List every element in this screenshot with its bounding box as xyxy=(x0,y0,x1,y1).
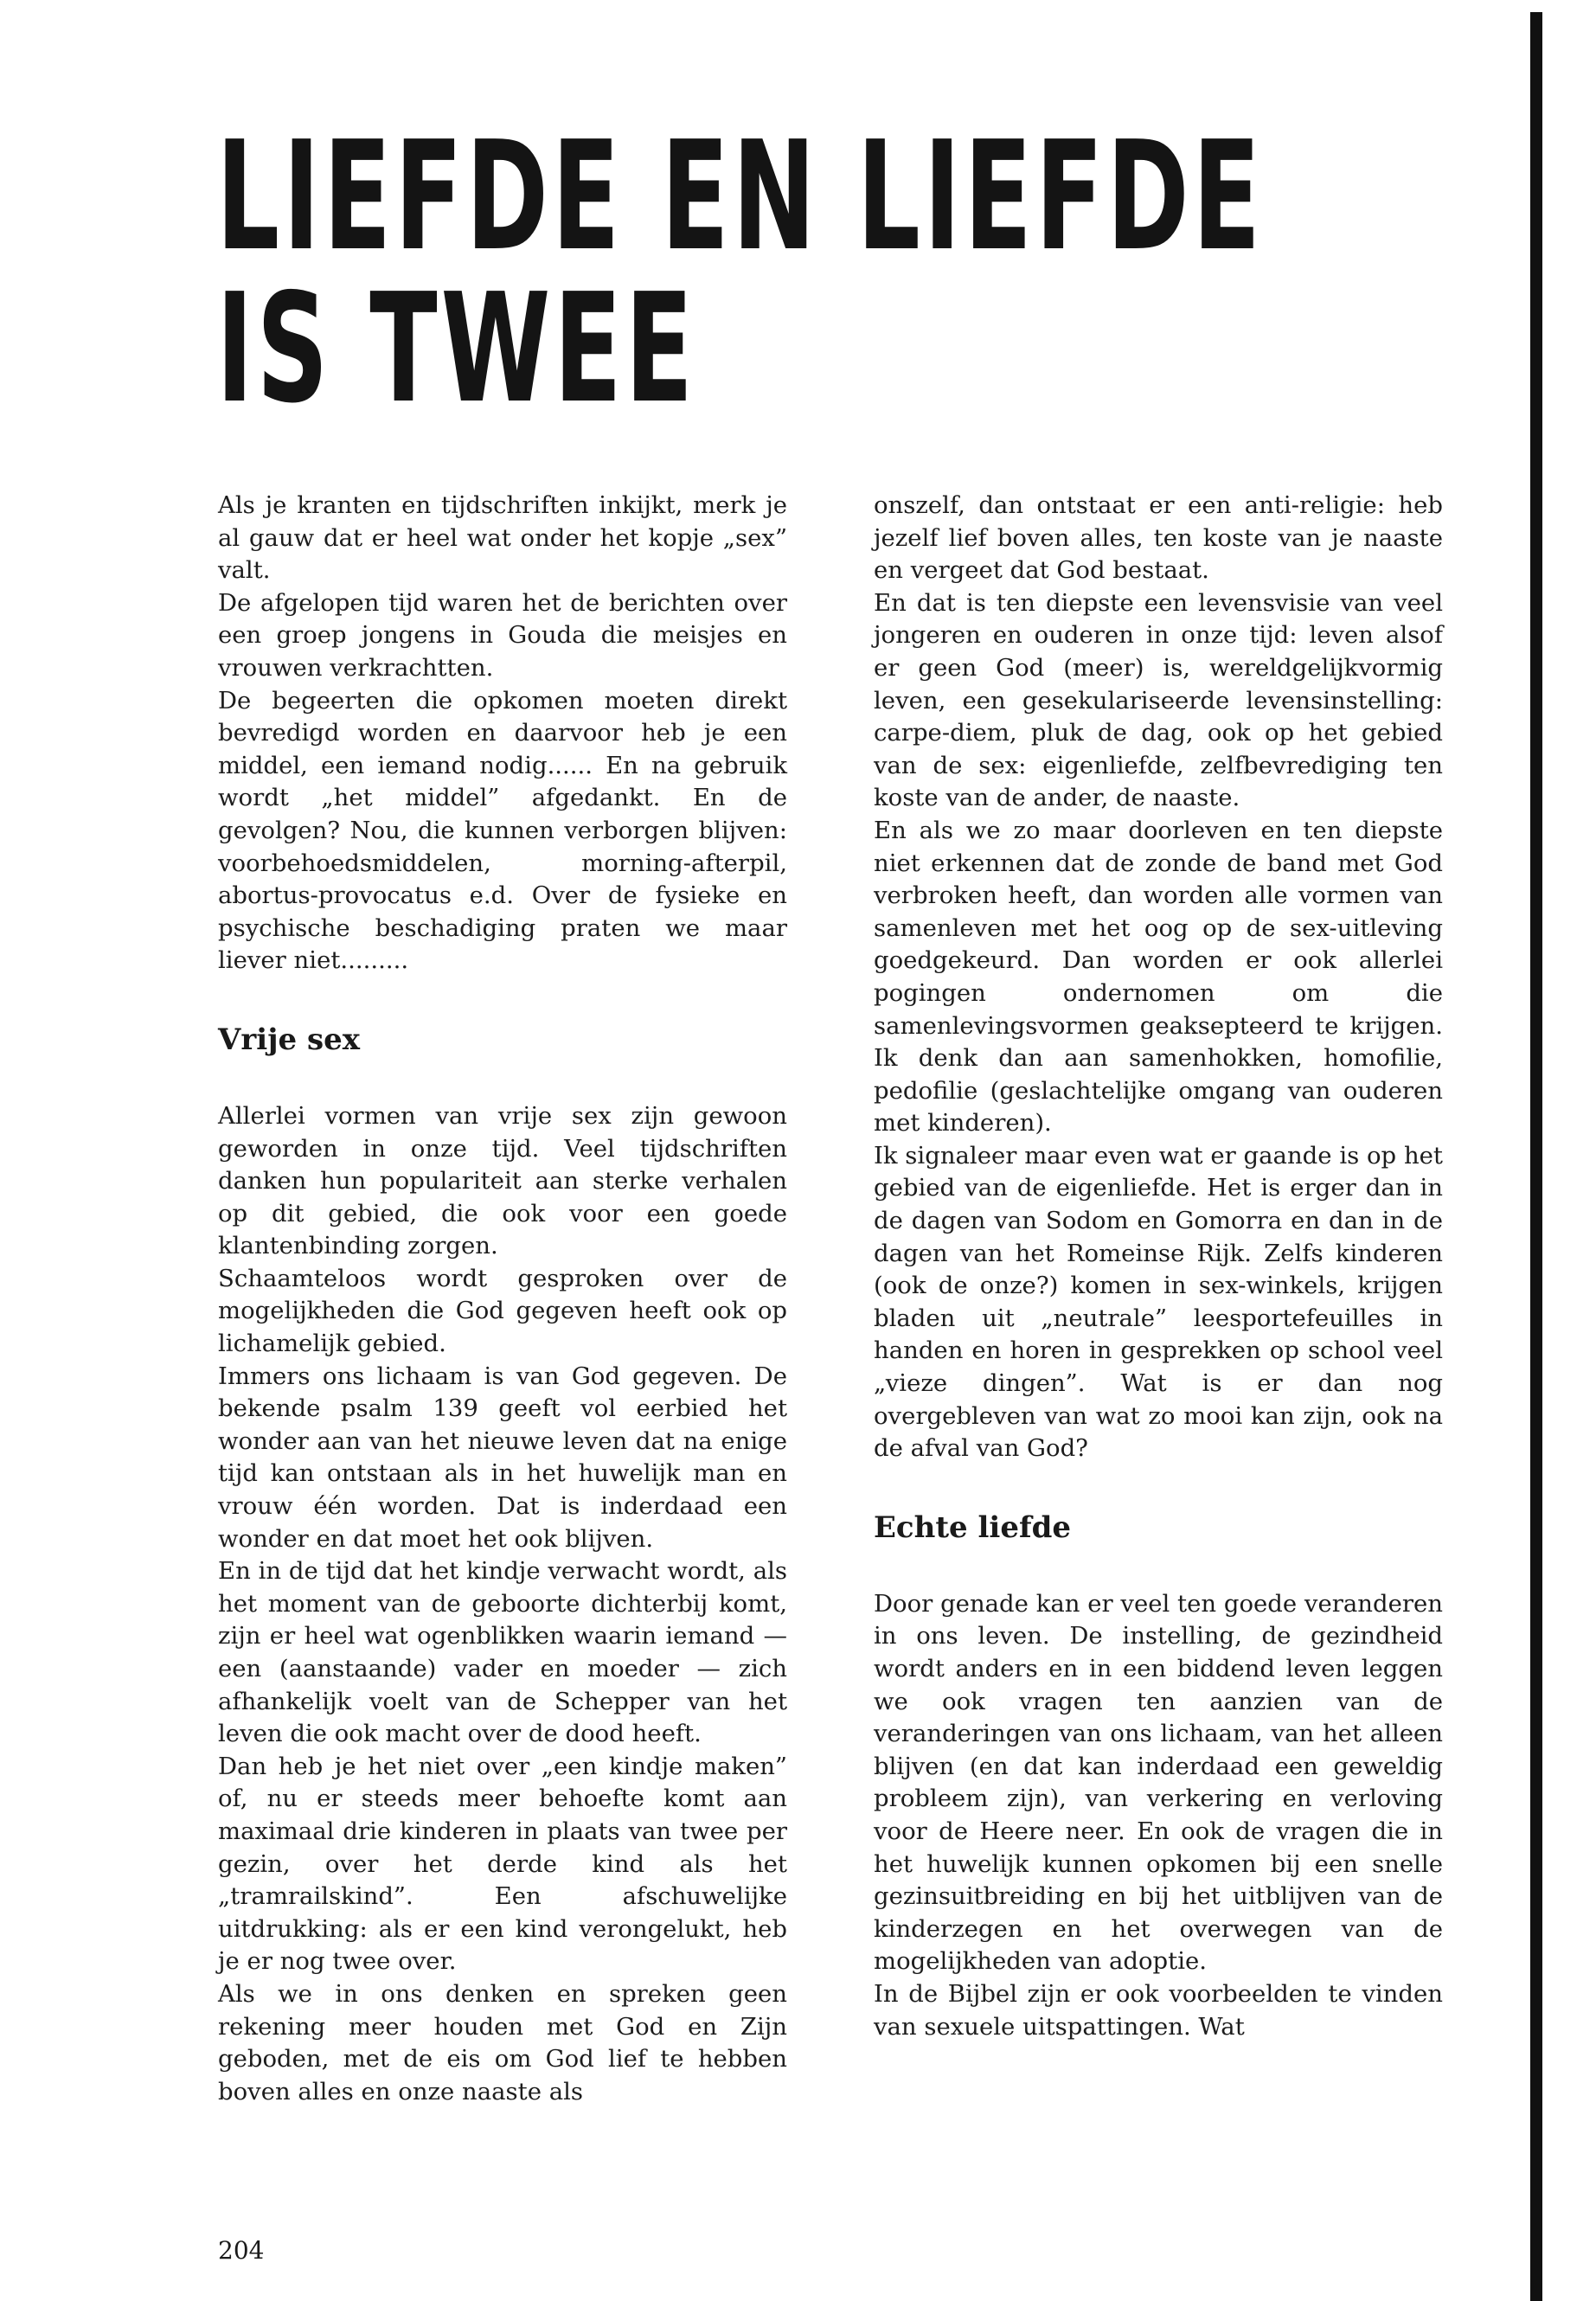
paragraph: De afgelopen tijd waren het de berichten over een groep jongens in Gouda die meisjes en vrouwen verkrachtten. xyxy=(218,588,787,682)
article-title xyxy=(216,109,1265,437)
paragraph: Immers ons lichaam is van God gegeven. De bekende psalm 139 geeft vol eerbied het wonder aan van het nieuwe leven dat na enige tijd kan ontstaan als in het huwelijk man en vrouw één worden. Dat is inderdaad een wonder en dat moet het ook blijven. xyxy=(218,1362,787,1553)
article-title-line-1: LIEFDE EN LIEFDE xyxy=(216,109,1265,285)
paragraph: En als we zo maar doorleven en ten diepste niet erkennen dat de zonde de band met God verbroken heeft, dan worden alle vormen van samenleven met het oog op de sex-uitleving goedgekeurd. Dan worden er ook allerlei pogingen ondernomen om die samenlevingsvormen geaksepteerd te krijgen. Ik denk dan aan samenhokken, homofilie, pedofilie (geslachtelijke omgang van ouderen met kinderen). xyxy=(874,816,1443,1138)
paragraph: Schaamteloos wordt gesproken over de mogelijkheden die God gegeven heeft ook op lichamelijk gebied. xyxy=(218,1264,787,1358)
paragraph: En in de tijd dat het kindje verwacht wordt, als het moment van de geboorte dichterbij komt, zijn er heel wat ogenblikken waarin iemand — een (aanstaande) vader en moeder — zich afhankelijk voelt van de Schepper van het leven die ook macht over de dood heeft. xyxy=(218,1557,787,1748)
paragraph: Ik signaleer maar even wat er gaande is op het gebied van de eigenliefde. Het is erger dan in de dagen van Sodom en Gomorra en dan in de dagen van het Romeinse Rijk. Zelfs kinderen (ook de onze?) komen in sex-winkels, krijgen bladen uit „neutrale” leesportefeuilles in handen en horen in gesprekken op school veel „vieze dingen”. Wat is er dan nog overgebleven van wat zo mooi kan zijn, ook na de afval van God? xyxy=(874,1141,1443,1463)
paragraph: onszelf, dan ontstaat er een anti-religie: heb jezelf lief boven alles, ten koste van je naaste en vergeet dat God bestaat. xyxy=(874,491,1443,585)
paragraph: Als je kranten en tijdschriften inkijkt, merk je al gauw dat er heel wat onder het kopje „sex” valt. xyxy=(218,491,787,585)
paragraph: In de Bijbel zijn er ook voorbeelden te vinden van sexuele uitspattingen. Wat xyxy=(874,1979,1443,2041)
paragraph: Als we in ons denken en spreken geen rekening meer houden met God en Zijn geboden, met de eis om God lief te hebben boven alles en onze naaste als xyxy=(218,1979,787,2106)
left-text-column xyxy=(218,490,787,2108)
right-text-column xyxy=(874,490,1443,2043)
page-number: 204 xyxy=(218,2236,265,2265)
paragraph: Dan heb je het niet over „een kindje maken” of, nu er steeds meer behoefte komt aan maximaal drie kinderen in plaats van twee per gezin, over het derde kind als het „tramrailskind”. Een afschuwelijke uitdrukking: als er een kind verongelukt, heb je er nog twee over. xyxy=(218,1752,787,1976)
section-heading: Vrije sex xyxy=(218,1022,361,1057)
article-title-line-2: IS TWEE xyxy=(216,261,697,437)
scan-edge-bar xyxy=(1530,12,1542,2301)
paragraph: En dat is ten diepste een levensvisie van veel jongeren en ouderen in onze tijd: leven alsof er geen God (meer) is, wereldgelijkvormig leven, een gesekulariseerde levensinstelling: carpe-diem, pluk de dag, ook op het gebied van de sex: eigenliefde, zelfbevrediging ten koste van de ander, de naaste. xyxy=(874,588,1443,812)
paragraph: Door genade kan er veel ten goede veranderen in ons leven. De instelling, de gezindheid wordt anders en in een biddend leven leggen we ook vragen ten aanzien van de veranderingen van ons lichaam, van het alleen blijven (en dat kan inderdaad een geweldig probleem zijn), van verkering en verloving voor de Heere neer. En ook de vragen die in het huwelijk kunnen opkomen bij een snelle gezinsuitbreiding en bij het uitblijven van de kinderzegen en het overwegen van de mogelijkheden van adoptie. xyxy=(874,1589,1443,1976)
paragraph: De begeerten die opkomen moeten direkt bevredigd worden en daarvoor heb je een middel, een iemand nodig...... En na gebruik wordt „het middel” afgedankt. En de gevolgen? Nou, die kunnen verborgen blijven: voorbehoedsmiddelen, morning-afterpil, abortus-provocatus e.d. Over de fysieke en psychische beschadiging praten we maar liever niet......... xyxy=(218,686,787,975)
section-heading: Echte liefde xyxy=(874,1509,1072,1545)
paragraph: Allerlei vormen van vrije sex zijn gewoon geworden in onze tijd. Veel tijdschriften danken hun populariteit aan sterke verhalen op dit gebied, die ook voor een goede klantenbinding zorgen. xyxy=(218,1101,787,1260)
